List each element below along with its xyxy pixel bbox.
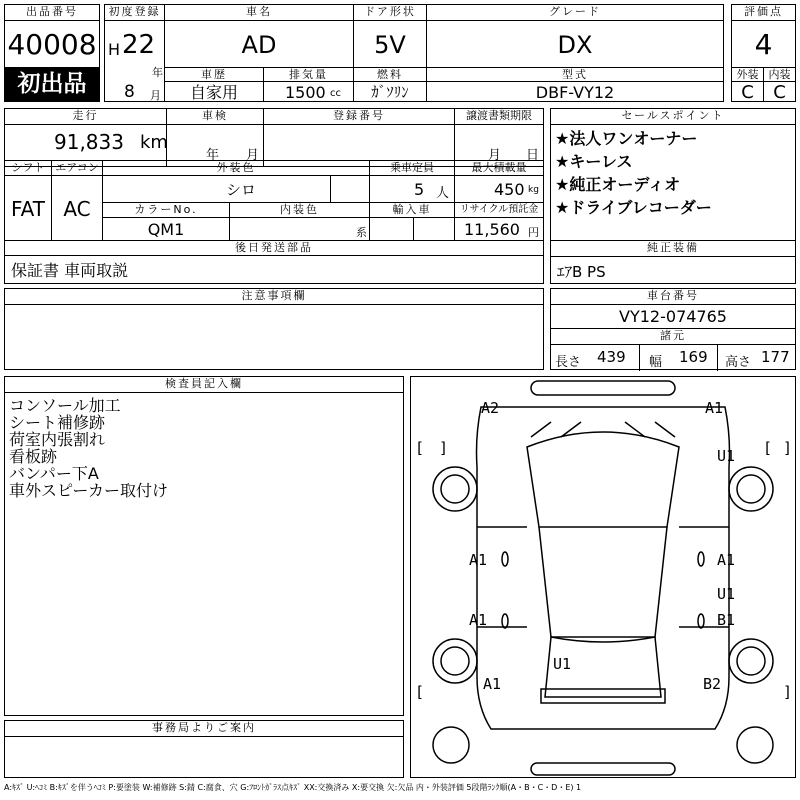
height: 177	[761, 348, 790, 366]
reg-month: 8	[124, 82, 135, 102]
inspection-label: 車検	[166, 108, 264, 125]
bracket: ]	[783, 439, 793, 457]
car-name: AD	[164, 20, 354, 68]
sales-item: ★ドライブレコーダー	[555, 198, 712, 217]
bracket: [	[415, 683, 425, 701]
equip-value: ｴｱB PS	[557, 263, 606, 281]
chassis-label: 車台番号	[551, 289, 795, 305]
sales-box	[550, 108, 796, 241]
car-outline	[411, 377, 795, 777]
damage-mark: U1	[717, 585, 736, 603]
lot-number: 40008	[4, 20, 100, 68]
inspector-line: 看板跡	[9, 447, 58, 466]
transfer-day-unit: 日	[526, 148, 540, 163]
later-label: 後日発送部品	[4, 240, 544, 256]
plate-label: 登録番号	[263, 108, 455, 125]
displacement: 1500	[285, 83, 326, 102]
score-label: 評価点	[731, 4, 796, 21]
damage-mark: A1	[469, 551, 488, 569]
reg-label: 初度登録	[104, 4, 165, 21]
load-label: 最大積載量	[454, 160, 544, 176]
sales-item: ★純正オーディオ	[555, 175, 681, 194]
shift-label: シフト	[4, 160, 52, 176]
inspector-label: 検査員記入欄	[5, 377, 403, 393]
damage-mark: A2	[481, 399, 500, 417]
inspector-line: 荷室内張割れ	[9, 430, 106, 449]
score: 4	[731, 20, 796, 68]
int-grade: C	[763, 81, 796, 102]
equip-box	[550, 240, 796, 284]
inspector-line: コンソール加工	[9, 396, 121, 415]
door-label: ドア形状	[353, 4, 427, 21]
insp-year-unit: 年	[206, 148, 220, 163]
notes-label: 注意事項欄	[5, 289, 543, 305]
load-unit: kg	[528, 185, 539, 195]
transfer-label: 譲渡書類期限	[454, 108, 544, 125]
damage-mark: U1	[553, 655, 572, 673]
sales-label: セールスポイント	[551, 109, 795, 125]
bracket: [	[763, 439, 773, 457]
notes-box	[4, 288, 544, 370]
legend: A:ｷｽﾞ U:ﾍｺﾐ B:ｷｽﾞを伴うﾍｺﾐ P:要塗装 W:補修跡 S:錆 C:腐食、穴 G:ﾌﾛﾝﾄｶﾞﾗｽ点ｷｽﾞ XX:交換済み X:要交換 欠:欠品 内・外装評価 5段階ﾗﾝｸ順(A・B・C・D・E) 1	[4, 783, 582, 792]
width: 169	[679, 348, 708, 366]
bracket: [	[415, 439, 425, 457]
era: H	[108, 40, 121, 59]
damage-mark: B2	[703, 675, 722, 693]
import-divider	[413, 217, 414, 241]
inspector-box	[4, 376, 404, 716]
header-block	[4, 4, 796, 102]
capacity: 5	[414, 180, 425, 199]
spec-block	[4, 108, 544, 284]
mileage-unit: km	[140, 132, 168, 153]
office-label: 事務局よりご案内	[5, 721, 403, 737]
ac: AC	[51, 175, 103, 241]
colorno-label: カラーNo.	[102, 202, 230, 218]
grade-label: グレード	[426, 4, 724, 21]
transfer-month-unit: 月	[488, 148, 502, 163]
mileage-label: 走行	[4, 108, 167, 125]
dims-label: 諸元	[551, 329, 795, 345]
reg-year: 22	[122, 30, 156, 60]
year-unit: 年	[152, 66, 163, 79]
capacity-unit: 人	[436, 186, 450, 201]
hei-label: 高さ	[725, 355, 752, 370]
bracket: ]	[783, 683, 793, 701]
chassis-box	[550, 288, 796, 370]
inspector-line: 車外スピーカー取付け	[9, 481, 169, 500]
grade: DX	[426, 20, 724, 68]
fuel-label: 燃料	[353, 67, 427, 82]
car-diagram	[410, 376, 796, 778]
ext-grade: C	[731, 81, 764, 102]
damage-mark: A1	[469, 611, 488, 629]
bracket: ]	[439, 439, 449, 457]
damage-mark: A1	[717, 551, 736, 569]
sales-item: ★キーレス	[555, 152, 633, 171]
wid-label: 幅	[649, 355, 663, 370]
interior-unit: 系	[356, 226, 367, 239]
model: DBF-VY12	[426, 81, 724, 102]
damage-mark: B1	[717, 611, 736, 629]
office-box	[4, 720, 404, 778]
dims-div-2	[717, 345, 718, 371]
len-label: 長さ	[555, 355, 582, 370]
interior-label: 内装色	[229, 202, 370, 218]
length: 439	[597, 348, 626, 366]
name-label: 車名	[164, 4, 354, 21]
chassis-number: VY12-074765	[551, 305, 795, 329]
ext-label: 外装	[731, 67, 764, 82]
month-unit: 月	[150, 89, 161, 102]
interior-cell	[229, 217, 370, 241]
colorno: QM1	[102, 217, 230, 241]
first-listing-badge: 初出品	[4, 67, 100, 102]
disp-label: 排気量	[263, 67, 354, 82]
equip-label: 純正装備	[551, 241, 795, 257]
import-cell	[369, 217, 455, 241]
color: シロ	[226, 181, 257, 199]
max-load: 450	[494, 180, 525, 199]
shift: FAT	[4, 175, 52, 241]
color-divider	[330, 175, 331, 203]
model-label: 型式	[426, 67, 724, 82]
color-label: 外装色	[102, 160, 370, 176]
damage-mark: A1	[705, 399, 724, 417]
ac-label: エアコン	[51, 160, 103, 176]
fuel: ｶﾞｿﾘﾝ	[353, 81, 427, 102]
dims-div-1	[639, 345, 640, 371]
sales-item: ★法人ワンオーナー	[555, 129, 698, 148]
inspector-line: バンパー下A	[9, 464, 99, 483]
damage-mark: U1	[717, 447, 736, 465]
damage-mark: A1	[483, 675, 502, 693]
history: 自家用	[164, 81, 264, 102]
disp-unit: cc	[330, 88, 341, 99]
door-type: 5V	[353, 20, 427, 68]
recycle-unit: 円	[528, 226, 539, 239]
recycle-fee: 11,560	[464, 220, 520, 239]
history-label: 車歴	[164, 67, 264, 82]
inspector-line: シート補修跡	[9, 413, 106, 432]
lot-label: 出品番号	[4, 4, 100, 21]
recycle-label: リサイクル預託金	[454, 202, 544, 218]
capacity-label: 乗車定員	[369, 160, 455, 176]
later-parts: 保証書 車両取説	[4, 255, 544, 284]
mileage: 91,833	[54, 130, 124, 154]
insp-month-unit: 月	[246, 148, 260, 163]
import-label: 輸入車	[369, 202, 455, 218]
int-label: 内装	[763, 67, 796, 82]
